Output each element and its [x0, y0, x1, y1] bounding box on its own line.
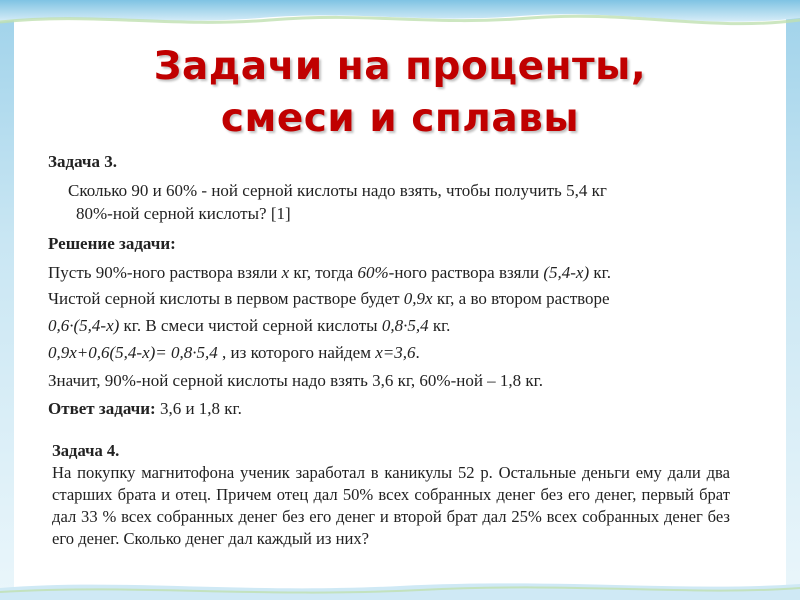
text-segment: -ного раствора взяли — [388, 263, 544, 282]
task3-solution-line5: Значит, 90%-ной серной кислоты надо взять 3,6 кг, 60%-ной – 1,8 кг. — [48, 371, 543, 390]
task3-answer — [48, 399, 242, 419]
task3-question-line2: 80%-ной серной кислоты? [1] — [76, 204, 291, 223]
task3-solution-line1 — [48, 263, 611, 283]
text-segment: кг. В смеси чистой серной кислоты — [119, 316, 382, 335]
math-expression: 0,8·5,4 — [381, 316, 429, 335]
math-expression: 0,9x+0,6(5,4-x)= 0,8·5,4 — [48, 343, 218, 362]
math-expression: x — [281, 263, 290, 282]
text-segment: Чистой серной кислоты в первом растворе будет — [48, 289, 404, 308]
text-segment: кг, а во втором растворе — [432, 289, 610, 308]
task3-solution-heading: Решение задачи: — [48, 234, 176, 253]
math-expression: (5,4-x) — [543, 263, 590, 282]
task3-solution-line2 — [48, 289, 610, 309]
task3-heading: Задача 3. — [48, 152, 117, 171]
left-decor-bar — [0, 0, 14, 600]
task3-solution-line4 — [48, 343, 420, 363]
text-segment: кг, тогда — [289, 263, 358, 282]
math-expression: x=3,6 — [375, 343, 416, 362]
answer-label: Ответ задачи: — [48, 399, 156, 418]
math-expression: 0,9x — [403, 289, 433, 308]
text-segment: кг. — [428, 316, 451, 335]
math-expression: 0,6·(5,4-x) — [48, 316, 120, 335]
text-segment: . — [415, 343, 420, 362]
text-segment: кг. — [589, 263, 611, 282]
task3-question-line1: Сколько 90 и 60% - ной серной кислоты надо взять, чтобы получить 5,4 кг — [68, 181, 607, 200]
page-title-line1: Задачи на проценты, — [153, 44, 647, 89]
text-segment: Пусть 90%-ного раствора взяли — [48, 263, 282, 282]
task3-solution-line3 — [48, 316, 450, 336]
page-title-line2: смеси и сплавы — [220, 96, 580, 141]
task4-heading: Задача 4. — [52, 441, 120, 460]
task4-body: На покупку магнитофона ученик заработал в каникулы 52 р. Остальные деньги ему дали два старших брата и отец. Причем отец дал 50% всех собранных денег без его денег, первый брат дал 33 % всех собранных денег без его денег и второй брат дал 25% всех собранных денег без его денег. Сколько денег дал каждый из них? — [52, 463, 730, 548]
answer-value: 3,6 и 1,8 кг. — [155, 399, 242, 418]
right-decor-bar — [786, 0, 800, 600]
text-segment: , из которого найдем — [217, 343, 376, 362]
task4-block — [52, 440, 730, 550]
bottom-wave-decoration — [0, 570, 800, 600]
math-expression: 60% — [357, 263, 389, 282]
